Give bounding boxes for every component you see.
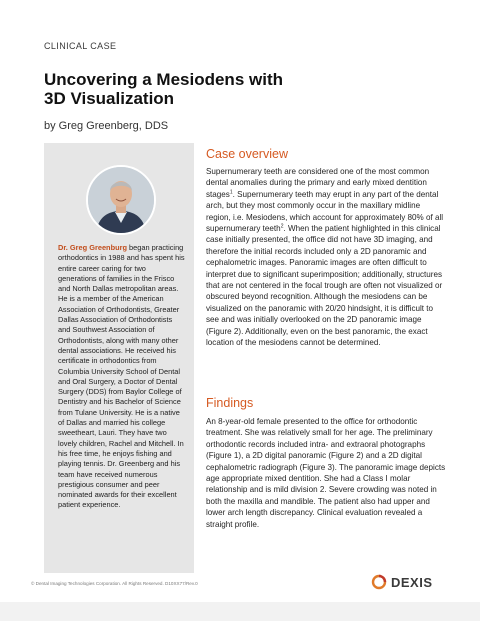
author-sidebar [44, 143, 194, 573]
author-byline: by Greg Greenberg, DDS [44, 120, 169, 132]
category-label: CLINICAL CASE [44, 41, 117, 51]
author-bio-text: began practicing orthodontics in 1988 and has spent his entire career caring for two generations of families in the Frisco and North Dallas metropolitan areas. He is a member of the American Association of Orthodontists, Greater Dallas Association of Orthodontists and Southwest Association of Orthodontists, along with many other dental associations. He received his certificate in orthodontics from Columbia University School of Dental and Oral Surgery, a Doctor of Dental Surgery (DDS) from Baylor College of Dentistry and his Bachelor of Science from Tulane University. He is a native of Dallas and married his college sweetheart, Lauri. They have two lovely children, Rachel and Mitchell. In his free time, he enjoys fishing and playing tennis. Dr. Greenberg and his team have received numerous prestigious consumer and peer nominated awards for their excellent patient experience. [58, 243, 185, 510]
author-bio-name: Dr. Greg Greenburg [58, 243, 127, 252]
findings-text: An 8-year-old female presented to the office for orthodontic treatment. She was relatively small for her age. The preliminary orthodontic records included intra- and extraoral photographs (Figure 1), a 2D digital panoramic (Figure 2) and a 2D digital cephalometric radiograph (Figure 3). The panoramic image depicts age appropriate mixed dentition. She had a Class I molar relationship and is mild division 2. Severe crowding was noted in both the maxilla and mandible. The patient also had upper and lower arch length discrepancy. Clinical evaluation revealed a straight profile. [206, 417, 446, 529]
dexis-logo [371, 572, 433, 592]
title-line-2: 3D Visualization [44, 89, 175, 108]
case-overview-heading: Case overview [206, 147, 288, 161]
article-title [44, 70, 444, 108]
overview-part-1: Supernumerary teeth are considered one of the most common dental anomalies during the primary and early mixed dentition stages [206, 167, 430, 199]
footnote-ref-1: 1 [229, 189, 233, 196]
footnote-ref-2: 2 [280, 223, 284, 230]
author-portrait [86, 165, 156, 235]
title-line-1: Uncovering a Mesiodens with [44, 70, 283, 89]
dexis-logo-text: DEXIS [391, 574, 433, 590]
dexis-logo-mark-icon [371, 574, 387, 590]
portrait-image [88, 167, 154, 233]
findings-heading: Findings [206, 396, 254, 410]
footer-bar [0, 602, 480, 621]
overview-part-3: . When the patient highlighted in this clinical case initially presented, the office did not have 3D imaging, and therefore the initial records included only a 2D panoramic and cephalometric images. Panoramic images are often difficult to interpret due to significant superimposition; additionally, structures that are not centered in the focal trough are often not visualized or obscured beyond recognition. Although the mesiodens can be visualized on the panoramic with 20/20 hindsight, it is difficult to see and was initially overlooked on the 2D panoramic image (Figure 2). Additionally, even on the best panoramic, the exact location of the mesiodens cannot be determined. [206, 224, 443, 348]
author-bio [58, 243, 186, 511]
overview-part-2: . Supernumerary teeth may erupt in any part of the dental arch, but they most commonly occur in the maxillary midline region, i.e. Mesiodens, which account for approximately 80% of all supernumerary teeth [206, 189, 444, 234]
copyright-notice: © Dental Imaging Technologies Corporation. All Rights Reserved. D10XX77/Rev.0 [31, 581, 198, 586]
case-overview-text [206, 166, 446, 349]
